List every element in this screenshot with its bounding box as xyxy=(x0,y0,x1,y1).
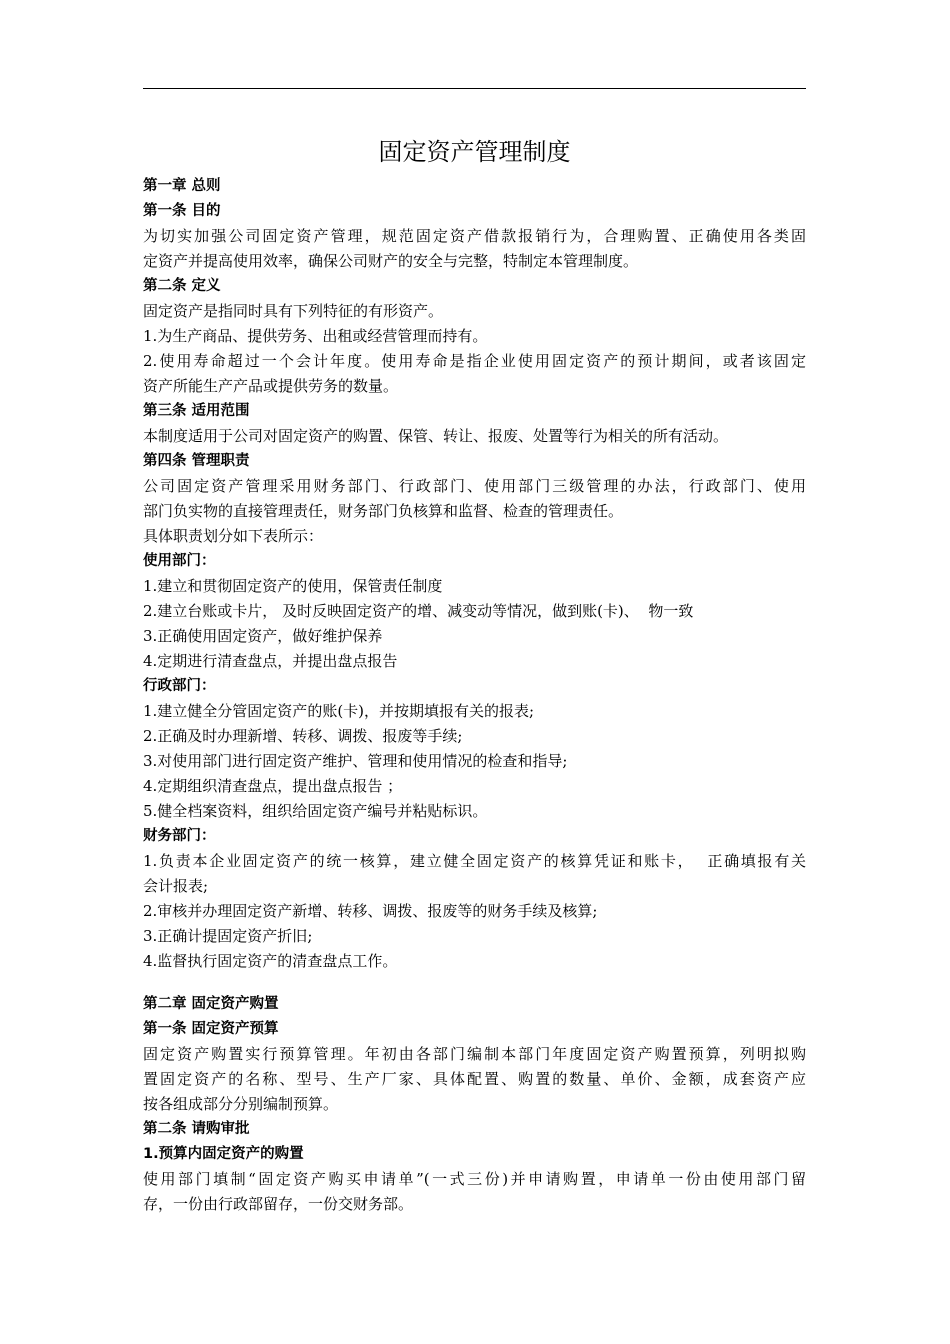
article-heading: 第一条 固定资产预算 xyxy=(143,1021,279,1037)
list-item: 4.监督执行固定资产的清查盘点工作。 xyxy=(143,952,398,970)
header-rule xyxy=(143,88,806,89)
list-item: 3.正确计提固定资产折旧; xyxy=(143,927,313,945)
article-heading: 第二条 定义 xyxy=(143,278,221,294)
spacer xyxy=(143,974,806,992)
article-heading: 第三条 适用范围 xyxy=(143,403,250,419)
section-heading: 财务部门： xyxy=(143,828,216,844)
chapter-heading: 第二章 固定资产购置 xyxy=(143,996,279,1012)
paragraph-line: 公司固定资产管理采用财务部门、行政部门、使用部门三级管理的办法，行政部门、使用 xyxy=(143,477,806,495)
list-item: 2.使用寿命超过一个会计年度。使用寿命是指企业使用固定资产的预计期间，或者该固定 xyxy=(143,352,806,370)
section-heading: 使用部门： xyxy=(143,553,216,569)
paragraph-line: 本制度适用于公司对固定资产的购置、保管、转让、报废、处置等行为相关的所有活动。 xyxy=(143,427,729,445)
document-body xyxy=(143,174,806,1217)
paragraph-line: 使用部门填制“固定资产购买申请单”(一式三份)并申请购置，申请单一份由使用部门留 xyxy=(143,1170,806,1188)
paragraph-line: 按各组成部分分别编制预算。 xyxy=(143,1095,339,1113)
list-item: 1.建立健全分管固定资产的账(卡)，并按期填报有关的报表; xyxy=(143,702,535,720)
list-item: 4.定期组织清查盘点，提出盘点报告 ； xyxy=(143,777,403,795)
list-item: 5.健全档案资料，组织给固定资产编号并粘贴标识。 xyxy=(143,802,488,820)
document-title: 固定资产管理制度 xyxy=(378,138,571,166)
article-heading: 第一条 目的 xyxy=(143,203,221,219)
paragraph-line: 固定资产购置实行预算管理。年初由各部门编制本部门年度固定资产购置预算，列明拟购 xyxy=(143,1045,806,1063)
list-item: 3.对使用部门进行固定资产维护、管理和使用情况的检查和指导; xyxy=(143,752,568,770)
sub-heading: 1.预算内固定资产的购置 xyxy=(143,1146,304,1162)
chapter-heading: 第一章 总则 xyxy=(143,178,221,194)
list-item: 2.正确及时办理新增、转移、调拨、报废等手续; xyxy=(143,727,463,745)
list-item: 1.负责本企业固定资产的统一核算，建立健全固定资产的核算凭证和账卡， 正确填报有关 xyxy=(143,852,806,870)
list-item: 1.建立和贯彻固定资产的使用，保管责任制度 xyxy=(143,577,443,595)
paragraph-line: 资产所能生产产品或提供劳务的数量。 xyxy=(143,377,399,395)
list-item: 2.审核并办理固定资产新增、转移、调拨、报废等的财务手续及核算; xyxy=(143,902,598,920)
paragraph-line: 固定资产是指同时具有下列特征的有形资产。 xyxy=(143,302,444,320)
paragraph-line: 存，一份由行政部留存，一份交财务部。 xyxy=(143,1195,414,1213)
paragraph-line: 定资产并提高使用效率，确保公司财产的安全与完整，特制定本管理制度。 xyxy=(143,252,639,270)
list-item: 会计报表; xyxy=(143,877,209,895)
paragraph-line: 具体职责划分如下表所示： xyxy=(143,527,324,545)
article-heading: 第二条 请购审批 xyxy=(143,1121,250,1137)
paragraph-line: 为切实加强公司固定资产管理，规范固定资产借款报销行为，合理购置、正确使用各类固 xyxy=(143,227,806,245)
section-heading: 行政部门： xyxy=(143,678,216,694)
list-item: 4.定期进行清查盘点，并提出盘点报告 xyxy=(143,652,398,670)
paragraph-line: 部门负实物的直接管理责任，财务部门负核算和监督、检查的管理责任。 xyxy=(143,502,624,520)
list-item: 3.正确使用固定资产，做好维护保养 xyxy=(143,627,383,645)
list-item: 2.建立台账或卡片， 及时反映固定资产的增、减变动等情况，做到账(卡)、 物一致 xyxy=(143,602,694,620)
paragraph-line: 置固定资产的名称、型号、生产厂家、具体配置、购置的数量、单价、金额，成套资产应 xyxy=(143,1070,806,1088)
article-heading: 第四条 管理职责 xyxy=(143,453,250,469)
list-item: 1.为生产商品、提供劳务、出租或经营管理而持有。 xyxy=(143,327,488,345)
